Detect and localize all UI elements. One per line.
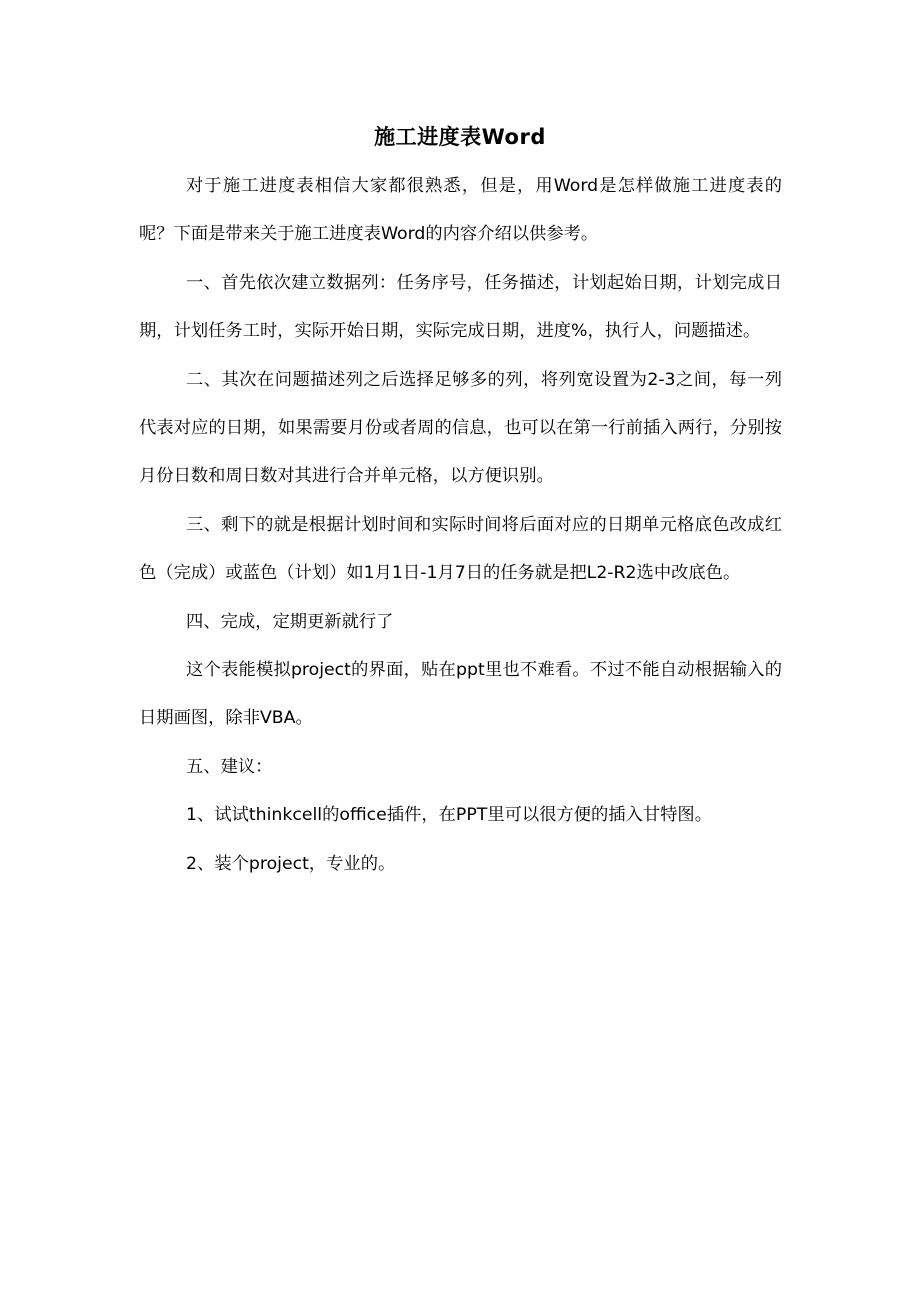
paragraph-note: 这个表能模拟project的界面，贴在ppt里也不难看。不过不能自动根据输入的日期画图，除非VBA。: [139, 660, 782, 729]
document-body: [139, 162, 782, 888]
paragraph-step-3: 三、剩下的就是根据计划时间和实际时间将后面对应的日期单元格底色改成红色（完成）或蓝色（计划）如1月1日-1月7日的任务就是把L2-R2选中改底色。: [139, 514, 782, 584]
document-title: 施工进度表Word: [374, 125, 546, 149]
paragraph-step-2: 二、其次在问题描述列之后选择足够多的列，将列宽设置为2-3之间，每一列代表对应的日期，如果需要月份或者周的信息，也可以在第一行前插入两行，分别按月份日数和周日数对其进行合并单元格，以方便识别。: [139, 369, 782, 487]
paragraph-suggestion-1: 1、试试thinkcell的office插件，在PPT里可以很方便的插入甘特图。: [186, 805, 712, 826]
paragraph-suggestion-2: 2、装个project，专业的。: [186, 853, 396, 874]
paragraph-step-1: 一、首先依次建立数据列：任务序号，任务描述，计划起始日期，计划完成日期，计划任务工时，实际开始日期，实际完成日期，进度%，执行人，问题描述。: [139, 272, 782, 342]
paragraph-suggestions-heading: 五、建议：: [186, 756, 273, 777]
paragraph-step-4: 四、完成，定期更新就行了: [186, 611, 394, 632]
paragraph-intro: 对于施工进度表相信大家都很熟悉，但是，用Word是怎样做施工进度表的呢？下面是带来关于施工进度表Word的内容介绍以供参考。: [139, 176, 782, 245]
